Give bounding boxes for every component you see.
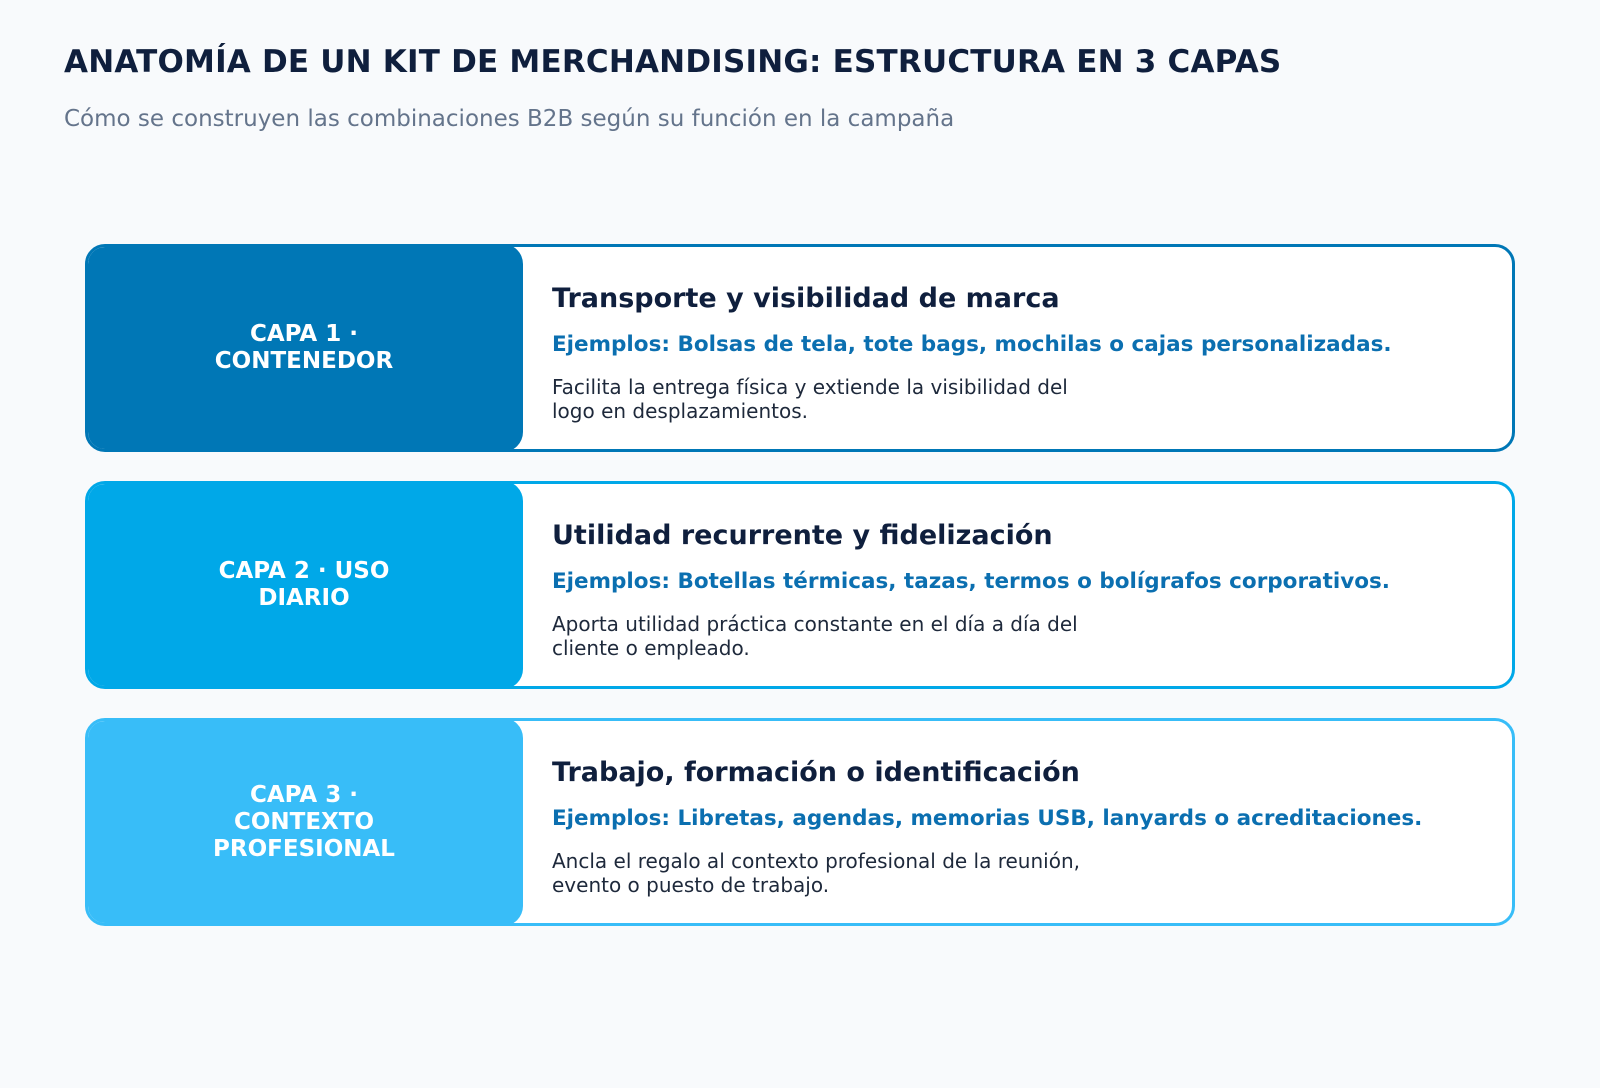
- layer-tag-label: CAPA 2 · USO DIARIO: [218, 558, 390, 611]
- layer-heading: Utilidad recurrente y fidelización: [552, 520, 1053, 551]
- layer-tag-3: [85, 718, 523, 926]
- layers-diagram: [85, 244, 1515, 955]
- layer-tag-label: CAPA 1 · CONTENEDOR: [214, 321, 394, 374]
- layer-description: Ancla el regalo al contexto profesional de la reunión, evento o puesto de trabajo.: [552, 849, 1080, 897]
- layer-examples: Ejemplos: Bolsas de tela, tote bags, mochilas o cajas personalizadas.: [552, 332, 1392, 357]
- layer-tag-2: [85, 481, 523, 689]
- page-subtitle: Cómo se construyen las combinaciones B2B según su función en la campaña: [64, 106, 955, 132]
- layer-body-1: [552, 283, 1482, 423]
- layer-description: Aporta utilidad práctica constante en el día a día del cliente o empleado.: [552, 612, 1078, 660]
- layer-description: Facilita la entrega física y extiende la visibilidad del logo en desplazamientos.: [552, 375, 1068, 423]
- layer-examples: Ejemplos: Libretas, agendas, memorias USB, lanyards o acreditaciones.: [552, 806, 1423, 831]
- layer-tag-label: CAPA 3 · CONTEXTO PROFESIONAL: [213, 781, 395, 862]
- layer-card-1: [85, 244, 1515, 452]
- layer-heading: Transporte y visibilidad de marca: [552, 283, 1060, 314]
- layer-body-2: [552, 520, 1482, 660]
- layer-heading: Trabajo, formación o identificación: [552, 757, 1080, 788]
- layer-card-3: [85, 718, 1515, 926]
- layer-card-2: [85, 481, 1515, 689]
- layer-tag-1: [85, 244, 523, 452]
- layer-examples: Ejemplos: Botellas térmicas, tazas, termos o bolígrafos corporativos.: [552, 569, 1390, 594]
- page-title: ANATOMÍA DE UN KIT DE MERCHANDISING: ESTRUCTURA EN 3 CAPAS: [64, 44, 1282, 80]
- layer-body-3: [552, 757, 1482, 897]
